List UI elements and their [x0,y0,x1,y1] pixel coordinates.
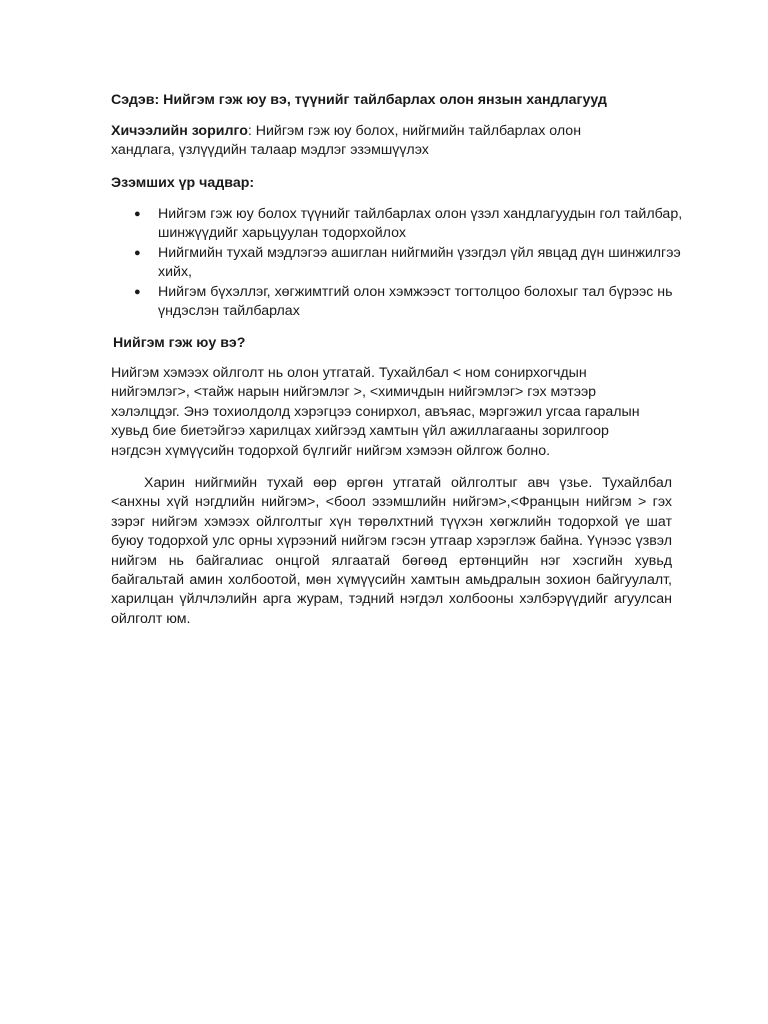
outcome-text: Нийгмийн тухай мэдлэгээ ашиглан нийгмийн үзэгдэл үйл явцад дүн шинжилгээ хийх, [158,244,681,281]
list-item [134,244,703,283]
paragraph-1: Нийгэм хэмээх ойлголт нь олон утгатай. Тухайлбал < ном сонирхогчдын нийгэмлэг>, <тайж нарын нийгэмлэг >, <химичдын нийгэмлэг> гэх мэтээр хэлэлцдэг. Энэ тохиолдолд хэрэгцээ сонирхол, авъяас, мэргэжил угсаа гаралын хувьд бие биетэйгээ харилцах хийгээд хамтын үйл ажиллагааны зорилгоор нэгдсэн хүмүүсийн тодорхой бүлгийг нийгэм хэмээн ойлгож болно. [111,365,640,459]
outcomes-heading: Эзэмших үр чадвар: [111,175,255,191]
objective-text: : Нийгэм гэж юу болох, нийгмийн тайлбарлах олон хандлага, үзлүүдийн талаар мэдлэг эзэмшүүлэх [111,123,582,159]
list-item [134,205,703,244]
topic-title: Сэдэв: Нийгэм гэж юу вэ, түүнийг тайлбарлах олон янзын хандлагууд [111,92,607,108]
bullet-dot-icon: ● [134,208,141,220]
outcome-text: Нийгэм гэж юу болох түүнийг тайлбарлах олон үзэл хандлагуудын гол тайлбар, шинжүүдийг харьцуулан тодорхойлох [158,206,683,242]
lesson-objective [111,122,611,161]
outcomes-list [132,205,703,321]
bullet-dot-icon: ● [134,246,141,259]
paragraph-2: Харин нийгмийн тухай өөр өргөн утгатай ойлголтыг авч үзье. Тухайлбал <анхны хүй нэгдлийн нийгэм>, <боол эзэмшлийн нийгэм>,<Францын нийгэм > гэх зэрэг нийгэм хэмээх ойлголтыг хүн төрөлхтний түүхэн хөгжлийн тодорхой үе шат буюу тодорхой улс орны хүрээний нийгэм гэсэн утгаар хэрэглэж байна. Үүнээс үзвэл нийгэм нь байгалиас онцгой ялгаатай бөгөөд ертөнцийн нэг хэсгийн хувьд байгальтай амин холбоотой, мөн хүмүүсийн хамтын амьдралын зохион байгуулалт, харилцан үйлчлэлийн арга журам, тэдний нэгдэл холбооны хэлбэрүүдийг агуулсан ойлголт юм. [111,475,672,627]
bullet-dot-icon: ● [134,285,141,298]
section-heading: Нийгэм гэж юу вэ? [113,335,246,351]
objective-label: Хичээлийн зорилго [111,123,248,139]
list-item [134,283,703,322]
outcome-text: Нийгэм бүхэллэг, хөгжимтгий олон хэмжээст тогтолцоо болохыг тал бүрээс нь үндэслэн тайлбарлах [158,283,673,320]
